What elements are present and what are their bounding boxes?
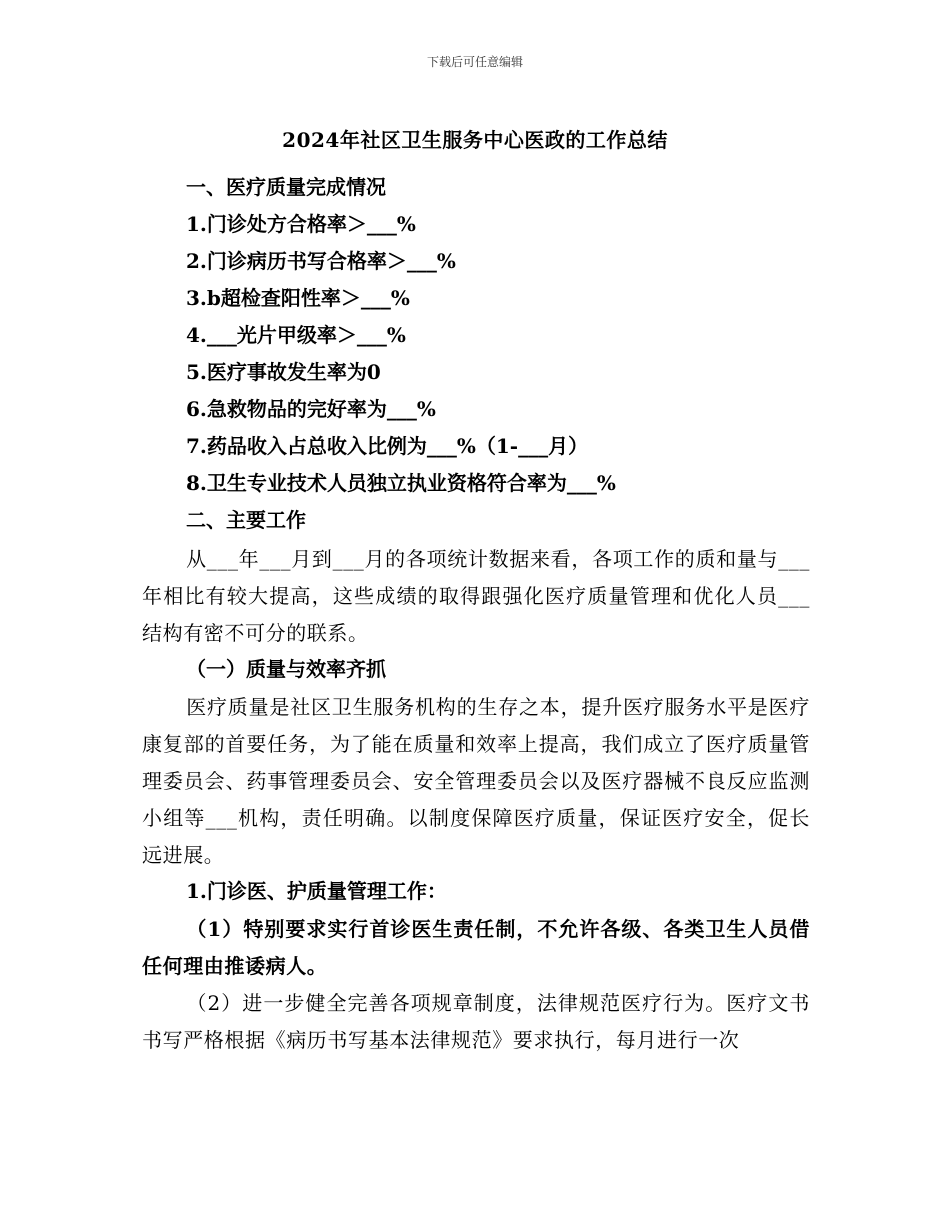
item1-point1-paragraph: [142, 911, 810, 985]
list-item: 3.b超检查阳性率＞___%: [186, 286, 410, 310]
item1-point2-text: （2）进一步健全完善各项规章制度，法律规范医疗行为。医疗文书书写严格根据《病历书写基本法律规范》要求执行，每月进行一次: [142, 991, 810, 1052]
section2-intro-text: 从___年___月到___月的各项统计数据来看，各项工作的质和量与___年相比有较大提高，这些成绩的取得跟强化医疗质量管理和优化人员___结构有密不可分的联系。: [142, 547, 810, 645]
section2-heading: 二、主要工作: [186, 508, 306, 532]
document-title: 2024年社区卫生服务中心医政的工作总结: [282, 128, 668, 152]
list-item: 2.门诊病历书写合格率＞___%: [186, 249, 456, 273]
item1-heading: 1.门诊医、护质量管理工作：: [186, 879, 447, 903]
item1-point2-paragraph: [142, 985, 810, 1059]
subsection1-heading: （一）质量与效率齐抓: [186, 657, 386, 681]
section1-heading: 一、医疗质量完成情况: [186, 175, 386, 199]
list-item: 1.门诊处方合格率＞___%: [186, 212, 416, 236]
list-item: 5.医疗事故发生率为0: [186, 360, 381, 384]
list-item: 7.药品收入占总收入比例为___%（1-___月）: [186, 434, 589, 458]
list-item: 4.___光片甲级率＞___%: [186, 323, 406, 347]
subsection1-text: 医疗质量是社区卫生服务机构的生存之本，提升医疗服务水平是医疗康复部的首要任务，为了能在质量和效率上提高，我们成立了医疗质量管理委员会、药事管理委员会、安全管理委员会以及医疗器械不良反应监测小组等___机构，责任明确。以制度保障医疗质量，保证医疗安全，促长远进展。: [142, 695, 810, 867]
header-note: 下载后可任意编辑: [426, 55, 523, 69]
section2-intro-paragraph: [142, 541, 810, 652]
item1-point1-text: （1）特别要求实行首诊医生责任制，不允许各级、各类卫生人员借任何理由推诿病人。: [142, 917, 810, 978]
list-item: 6.急救物品的完好率为___%: [186, 397, 436, 421]
list-item: 8.卫生专业技术人员独立执业资格符合率为___%: [186, 471, 616, 495]
subsection1-paragraph: [142, 689, 810, 874]
